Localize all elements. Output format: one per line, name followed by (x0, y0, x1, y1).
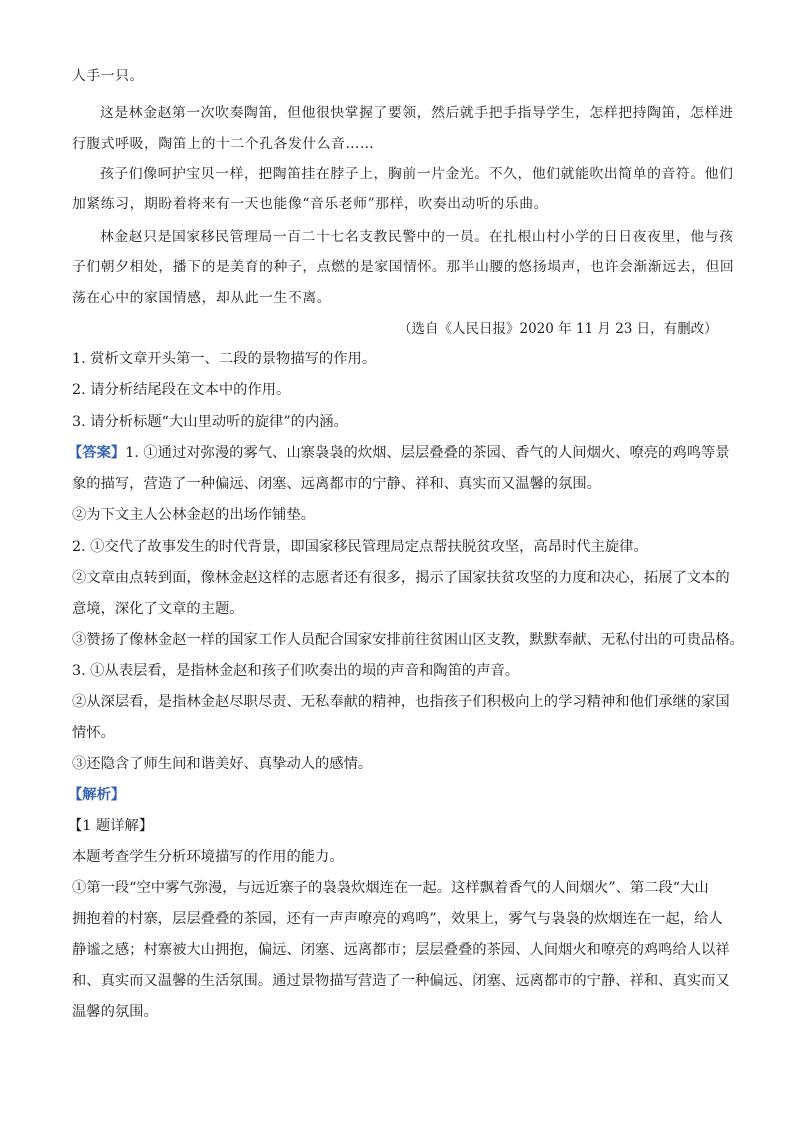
answer-first-line (68, 442, 730, 462)
answer-line: ③还隐含了师生间和谐美好、真挚动人的感情。 (72, 756, 373, 772)
source-citation: （选自《人民日报》2020 年 11 月 23 日，有删改） (398, 321, 718, 337)
answer-label: 【答案】 (68, 445, 126, 461)
answer-line: 3. ①从表层看，是指林金赵和孩子们吹奏出的埙的声音和陶笛的声音。 (72, 663, 520, 679)
story-line: 加紧练习，期盼着将来有一天也能像“音乐老师”那样，吹奏出动听的乐曲。 (72, 196, 549, 212)
analysis-line: 拥抱着的村寨，层层叠叠的茶园，还有一声声嘹亮的鸡鸣”，效果上，雾气与袅袅的炊烟连在一起，给人 (72, 911, 723, 927)
analysis-sub-label: 【1 题详解】 (68, 818, 154, 834)
answer-text: 1. ①通过对弥漫的雾气、山寨袅袅的炊烟、层层叠叠的茶园、香气的人间烟火、嘹亮的鸡鸣等景 (125, 445, 730, 461)
question-item: 1. 赏析文章开头第一、二段的景物描写的作用。 (72, 351, 377, 367)
story-line: 这是林金赵第一次吹奏陶笛，但他很快掌握了要领，然后就手把手指导学生，怎样把持陶笛，怎样进 (100, 105, 734, 121)
story-line: 孩子们像呵护宝贝一样，把陶笛挂在脖子上，胸前一片金光。不久，他们就能吹出简单的音符。他们 (100, 166, 734, 182)
analysis-line: 静谧之感；村寨被大山拥抱，偏远、闭塞、远离都市；层层叠叠的茶园、人间烟火和嘹亮的鸡鸣给人以祥 (72, 942, 730, 958)
question-item: 3. 请分析标题“大山里动听的旋律”的内涵。 (72, 414, 348, 430)
answer-line: ③赞扬了像林金赵一样的国家工作人员配合国家安排前往贫困山区支教，默默奉献、无私付出的可贵品格。 (72, 632, 744, 648)
analysis-label: 【解析】 (68, 787, 126, 803)
answer-line: 意境，深化了文章的主题。 (72, 601, 244, 617)
analysis-line: 和、真实而又温馨的生活氛围。通过景物描写营造了一种偏远、闭塞、远离都市的宁静、祥和、真实而又 (72, 973, 730, 989)
analysis-line: ①第一段“空中雾气弥漫，与远近寨子的袅袅炊烟连在一起。这样飘着香气的人间烟火”、第二段“大山 (72, 880, 709, 896)
question-item: 2. 请分析结尾段在文本中的作用。 (72, 382, 291, 398)
story-line: 子们朝夕相处，播下的是美育的种子，点燃的是家国情怀。那半山腰的悠扬埙声，也许会渐渐远去，但回 (72, 259, 735, 275)
answer-line: 情怀。 (72, 725, 115, 741)
answer-line: 象的描写，营造了一种偏远、闭塞、远离都市的宁静、祥和、真实而又温馨的氛围。 (72, 476, 601, 492)
story-line: 行腹式呼吸，陶笛上的十二个孔各发什么音…… (72, 136, 375, 152)
story-line: 荡在心中的家国情感，却从此一生不离。 (72, 290, 332, 306)
answer-line: ②为下文主人公林金赵的出场作铺垫。 (72, 507, 316, 523)
answer-line: ②文章由点转到面，像林金赵这样的志愿者还有很多，揭示了国家扶贫攻坚的力度和决心，拓展了文本的 (72, 570, 730, 586)
story-line: 人手一只。 (72, 68, 144, 84)
answer-line: 2. ①交代了故事发生的时代背景，即国家移民管理局定点帮扶脱贫攻坚，高昂时代主旋律。 (72, 539, 648, 555)
analysis-line: 温馨的氛围。 (72, 1004, 158, 1020)
analysis-line: 本题考查学生分析环境描写的作用的能力。 (72, 849, 344, 865)
answer-line: ②从深层看，是指林金赵尽职尽责、无私奉献的精神，也指孩子们积极向上的学习精神和他们承继的家国 (72, 694, 730, 710)
story-line: 林金赵只是国家移民管理局一百二十七名支教民警中的一员。在扎根山村小学的日日夜夜里，他与孩 (100, 229, 734, 245)
